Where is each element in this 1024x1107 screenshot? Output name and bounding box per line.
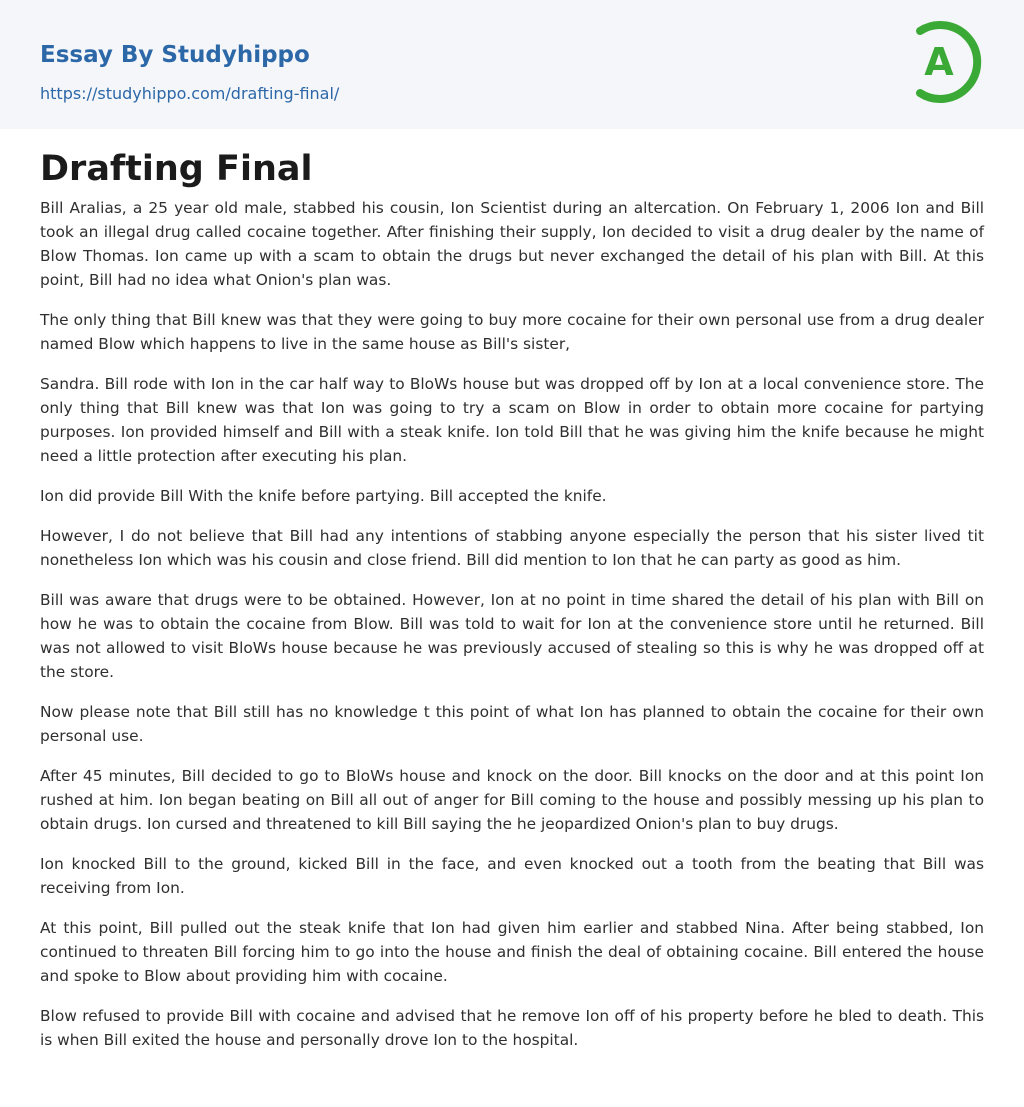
- essay-paragraph: At this point, Bill pulled out the steak knife that Ion had given him earlier and stabbed Nina. After being stabbed, Ion continued to threaten Bill forcing him to go into the house and finish the deal of obtaining cocaine. Bill entered the house and spoke to Blow about providing him with cocaine.: [40, 919, 984, 985]
- essay-paragraph: The only thing that Bill knew was that they were going to buy more cocaine for their own personal use from a drug dealer named Blow which happens to live in the same house as Bill's sister,: [40, 311, 984, 353]
- page-title: Drafting Final: [40, 149, 313, 189]
- essay-url-link[interactable]: https://studyhippo.com/drafting-final/: [40, 84, 340, 103]
- logo-letter: A: [924, 40, 954, 84]
- site-header: [0, 0, 1024, 129]
- essay-paragraph: However, I do not believe that Bill had any intentions of stabbing anyone especially the person that his sister lived tit nonetheless Ion which was his cousin and close friend. Bill did mention to Ion that he can party as good as him.: [40, 527, 984, 569]
- essay-paragraph: Bill Aralias, a 25 year old male, stabbed his cousin, Ion Scientist during an altercation. On February 1, 2006 Ion and Bill took an illegal drug called cocaine together. After finishing their supply, Ion decided to visit a drug dealer by the name of Blow Thomas. Ion came up with a scam to obtain the drugs but never exchanged the detail of his plan with Bill. At this point, Bill had no idea what Onion's plan was.: [40, 199, 984, 289]
- essay-paragraph: Bill was aware that drugs were to be obtained. However, Ion at no point in time shared the detail of his plan with Bill on how he was to obtain the cocaine from Blow. Bill was told to wait for Ion at the convenience store until he returned. Bill was not allowed to visit BloWs house because he was previously accused of stealing so this is why he was dropped off at the store.: [40, 591, 984, 681]
- essay-content: [40, 140, 984, 1068]
- essay-paragraph: Blow refused to provide Bill with cocaine and advised that he remove Ion off of his property before he bled to death. This is when Bill exited the house and personally drove Ion to the hospital.: [40, 1007, 984, 1049]
- essay-paragraph: Now please note that Bill still has no knowledge t this point of what Ion has planned to obtain the cocaine for their own personal use.: [40, 703, 984, 745]
- studyhippo-logo[interactable]: [912, 18, 988, 106]
- site-title[interactable]: Essay By Studyhippo: [40, 42, 310, 68]
- essay-paragraph: Sandra. Bill rode with Ion in the car half way to BloWs house but was dropped off by Ion at a local convenience store. The only thing that Bill knew was that Ion was going to try a scam on Blow in order to obtain more cocaine for partying purposes. Ion provided himself and Bill with a steak knife. Ion told Bill that he was giving him the knife because he might need a little protection after executing his plan.: [40, 375, 984, 465]
- logo-ring-icon: [912, 18, 988, 106]
- essay-paragraph: Ion did provide Bill With the knife before partying. Bill accepted the knife.: [40, 487, 607, 505]
- essay-paragraph: After 45 minutes, Bill decided to go to BloWs house and knock on the door. Bill knocks on the door and at this point Ion rushed at him. Ion began beating on Bill all out of anger for Bill coming to the house and possibly messing up his plan to obtain drugs. Ion cursed and threatened to kill Bill saying the he jeopardized Onion's plan to buy drugs.: [40, 767, 984, 833]
- essay-paragraph: Ion knocked Bill to the ground, kicked Bill in the face, and even knocked out a tooth from the beating that Bill was receiving from Ion.: [40, 855, 984, 897]
